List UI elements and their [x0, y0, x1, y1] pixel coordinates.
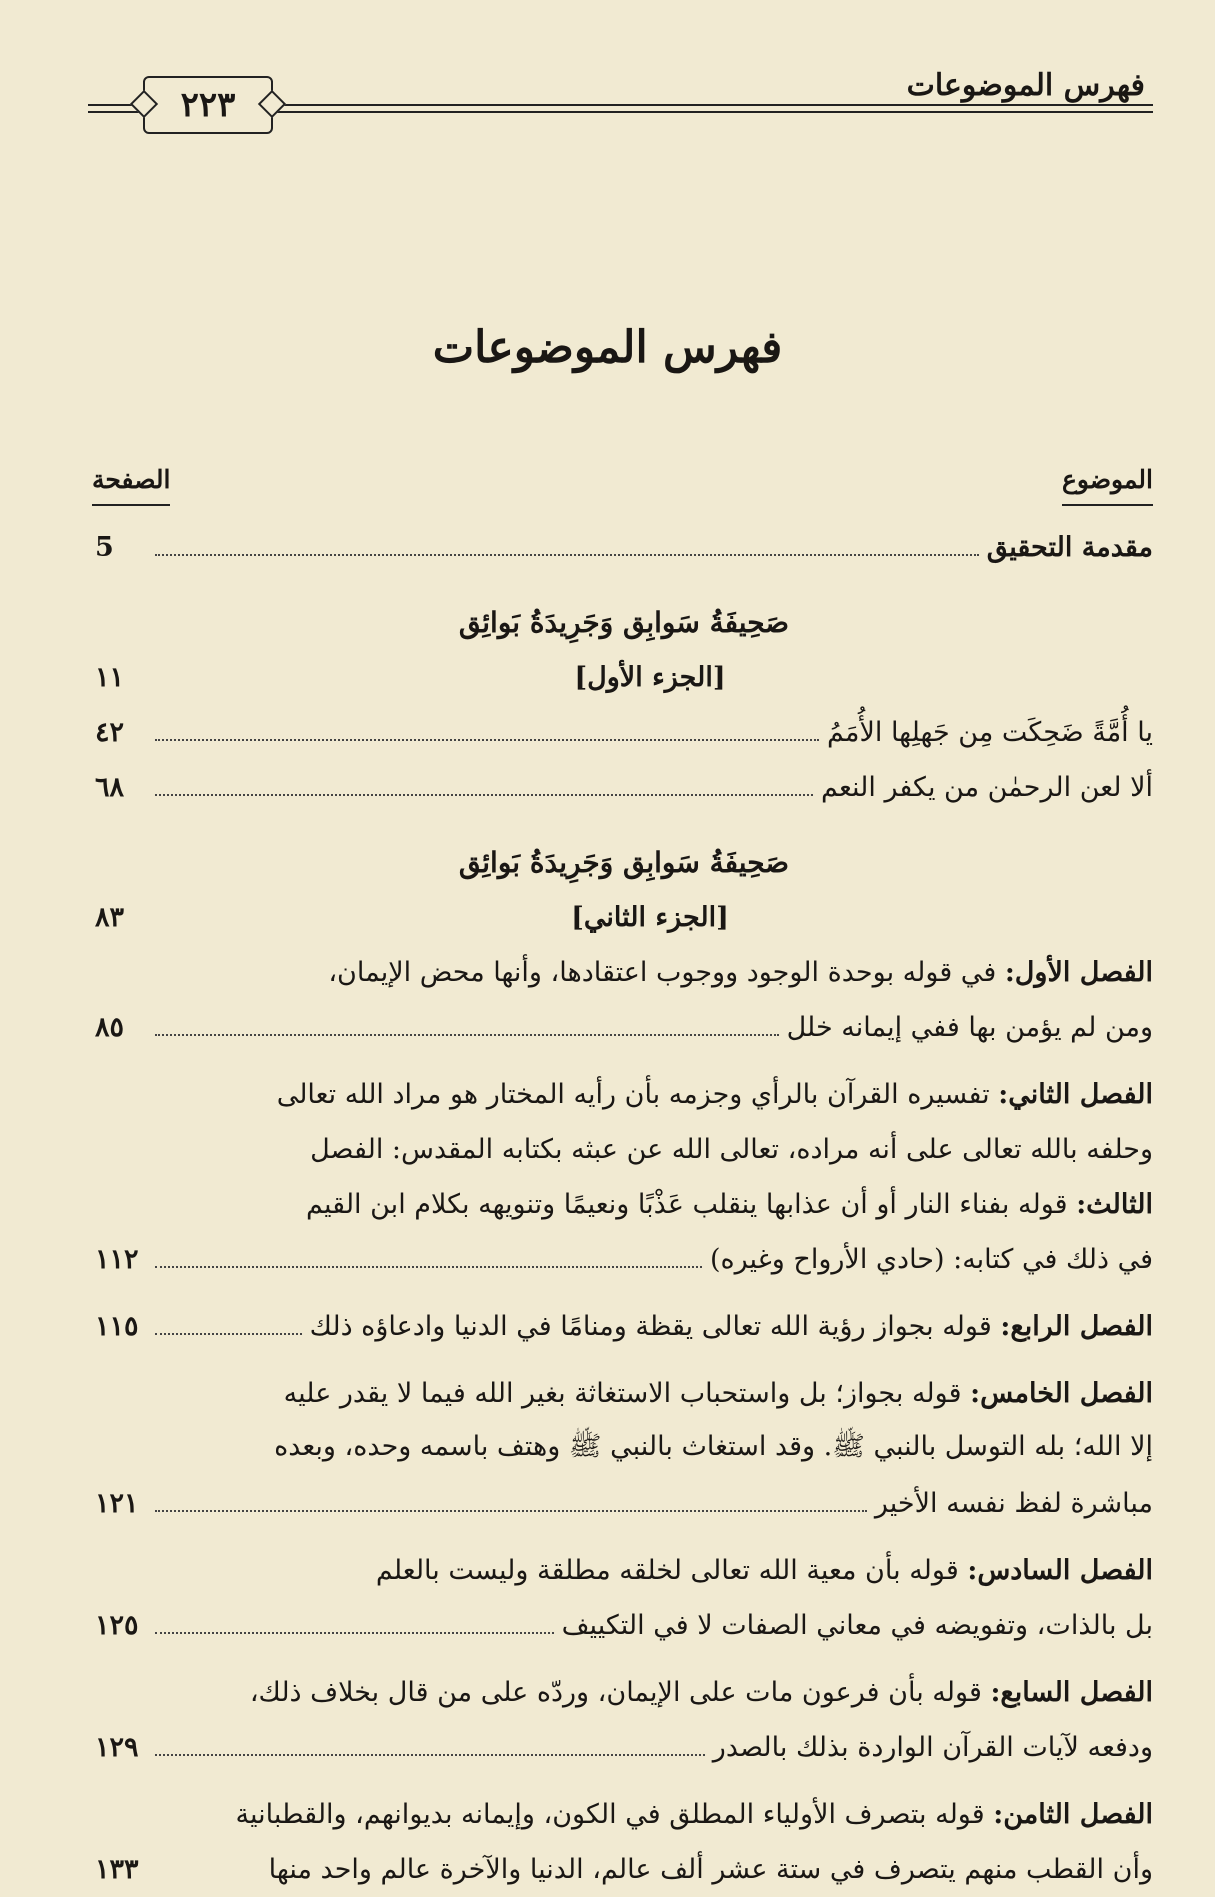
chapter-label: الفصل الأول: — [1004, 957, 1153, 988]
entry-page: ١١٥ — [95, 1311, 139, 1342]
running-title: فهرس الموضوعات — [906, 68, 1145, 103]
dot-leader — [155, 1034, 779, 1036]
page-title: فهرس الموضوعات — [432, 322, 783, 373]
chapter-label: الفصل الثامن: — [993, 1799, 1153, 1830]
entry-text: إلا الله؛ بله التوسل بالنبي ﷺ. وقد استغاث بالنبي ﷺ وهتف باسمه وحده، وبعده — [274, 1430, 1153, 1462]
chapter-label: الفصل السابع: — [990, 1677, 1153, 1708]
toc-entry — [95, 1421, 1153, 1476]
toc-entry — [95, 1543, 1153, 1598]
dot-leader — [155, 794, 813, 796]
entry-text: يا أُمَّةً ضَحِكَت مِن جَهلِها الأُمَمُ — [827, 717, 1153, 748]
entry-text: بل بالذات، وتفويضه في معاني الصفات لا في التكييف — [561, 1610, 1153, 1641]
entry-text: في ذلك في كتابه: (حادي الأرواح وغيره) — [709, 1244, 1153, 1275]
part-title: صَحِيفَةُ سَوابِق وَجَرِيدَةُ بَوائِق — [458, 846, 790, 879]
chapter-label: الفصل الرابع: — [1000, 1311, 1153, 1342]
part-subtitle: [الجزء الأول] — [574, 662, 726, 693]
entry-text: قوله بتصرف الأولياء المطلق في الكون، وإيمانه بديوانهم، والقطبانية — [235, 1799, 985, 1830]
toc-entry — [95, 1122, 1153, 1177]
entry-page: ١٢١ — [95, 1488, 139, 1519]
dot-leader — [155, 554, 979, 556]
table-of-contents — [95, 520, 1153, 1897]
entry-page: 5 — [95, 532, 114, 563]
page-number-badge — [143, 76, 273, 134]
chapter-label: الفصل الخامس: — [970, 1378, 1153, 1409]
entry-text: قوله بجواز رؤية الله تعالى يقظة ومنامًا في الدنيا وادعاؤه ذلك — [309, 1311, 992, 1342]
toc-entry — [95, 1366, 1153, 1421]
entry-page: ١٢٩ — [95, 1732, 139, 1763]
page-number: ٢٢٣ — [180, 85, 236, 125]
dot-leader — [155, 1333, 302, 1335]
toc-entry — [95, 1665, 1153, 1720]
toc-entry — [95, 1476, 1153, 1531]
toc-entry — [95, 1598, 1153, 1653]
toc-entry — [95, 520, 1153, 575]
entry-text: ألا لعن الرحمٰن من يكفر النعم — [821, 772, 1153, 803]
toc-entry — [95, 1299, 1153, 1354]
toc-entry — [95, 705, 1153, 760]
entry-text: مباشرة لفظ نفسه الأخير — [874, 1488, 1153, 1519]
entry-text: في قوله بوحدة الوجود ووجوب اعتقادها، وأنها محض الإيمان، — [328, 957, 997, 988]
dot-leader — [155, 739, 819, 741]
toc-entry — [95, 760, 1153, 815]
topic-column-heading: الموضوع — [1062, 465, 1153, 506]
dot-leader — [155, 1632, 554, 1634]
toc-entry — [95, 1720, 1153, 1775]
entry-page: ١٣٣ — [95, 1854, 139, 1885]
entry-page: ١١ — [95, 662, 124, 693]
toc-entry — [95, 1842, 1153, 1897]
toc-entry — [95, 1232, 1153, 1287]
chapter-label: الثالث: — [1076, 1189, 1153, 1220]
dot-leader — [155, 1266, 702, 1268]
entry-text: ومن لم يؤمن بها ففي إيمانه خلل — [786, 1012, 1153, 1043]
part-title: صَحِيفَةُ سَوابِق وَجَرِيدَةُ بَوائِق — [458, 606, 790, 639]
chapter-label: الفصل السادس: — [967, 1555, 1153, 1586]
entry-page: ١٢٥ — [95, 1610, 139, 1641]
part-subtitle: [الجزء الثاني] — [571, 902, 729, 933]
toc-entry — [95, 1787, 1153, 1842]
entry-text: مقدمة التحقيق — [986, 532, 1153, 563]
chapter-label: الفصل الثاني: — [998, 1079, 1153, 1110]
entry-text: وأن القطب منهم يتصرف في ستة عشر ألف عالم، الدنيا والآخرة عالم واحد منها — [268, 1854, 1153, 1885]
toc-entry — [95, 1000, 1153, 1055]
entry-text: وحلفه بالله تعالى على أنه مراده، تعالى الله عن عبثه بكتابه المقدس: الفصل — [310, 1134, 1153, 1165]
dot-leader — [155, 1754, 705, 1756]
entry-page: ٨٥ — [95, 1012, 125, 1043]
entry-text: قوله بجواز؛ بل واستحباب الاستغاثة بغير الله فيما لا يقدر عليه — [283, 1378, 962, 1409]
entry-page: ١١٢ — [95, 1244, 139, 1275]
page-column-heading: الصفحة — [92, 465, 170, 506]
toc-entry — [95, 1177, 1153, 1232]
toc-entry — [95, 890, 1153, 945]
entry-text: قوله بأن فرعون مات على الإيمان، وردّه على من قال بخلاف ذلك، — [249, 1677, 982, 1708]
dot-leader — [155, 1510, 867, 1512]
entry-page: ٦٨ — [95, 772, 125, 803]
entry-text: قوله بأن معية الله تعالى لخلقه مطلقة وليست بالعلم — [375, 1555, 959, 1586]
entry-text: ودفعه لآيات القرآن الواردة بذلك بالصدر — [712, 1732, 1153, 1763]
toc-entry — [95, 1067, 1153, 1122]
toc-entry — [95, 945, 1153, 1000]
entry-page: ٤٢ — [95, 717, 125, 748]
running-header — [88, 60, 1153, 130]
entry-page: ٨٣ — [95, 902, 124, 933]
entry-text: قوله بفناء النار أو أن عذابها ينقلب عَذْبًا ونعيمًا وتنويهه بكلام ابن القيم — [306, 1189, 1068, 1220]
entry-text: تفسيره القرآن بالرأي وجزمه بأن رأيه المختار هو مراد الله تعالى — [276, 1079, 990, 1110]
toc-entry — [95, 650, 1153, 705]
